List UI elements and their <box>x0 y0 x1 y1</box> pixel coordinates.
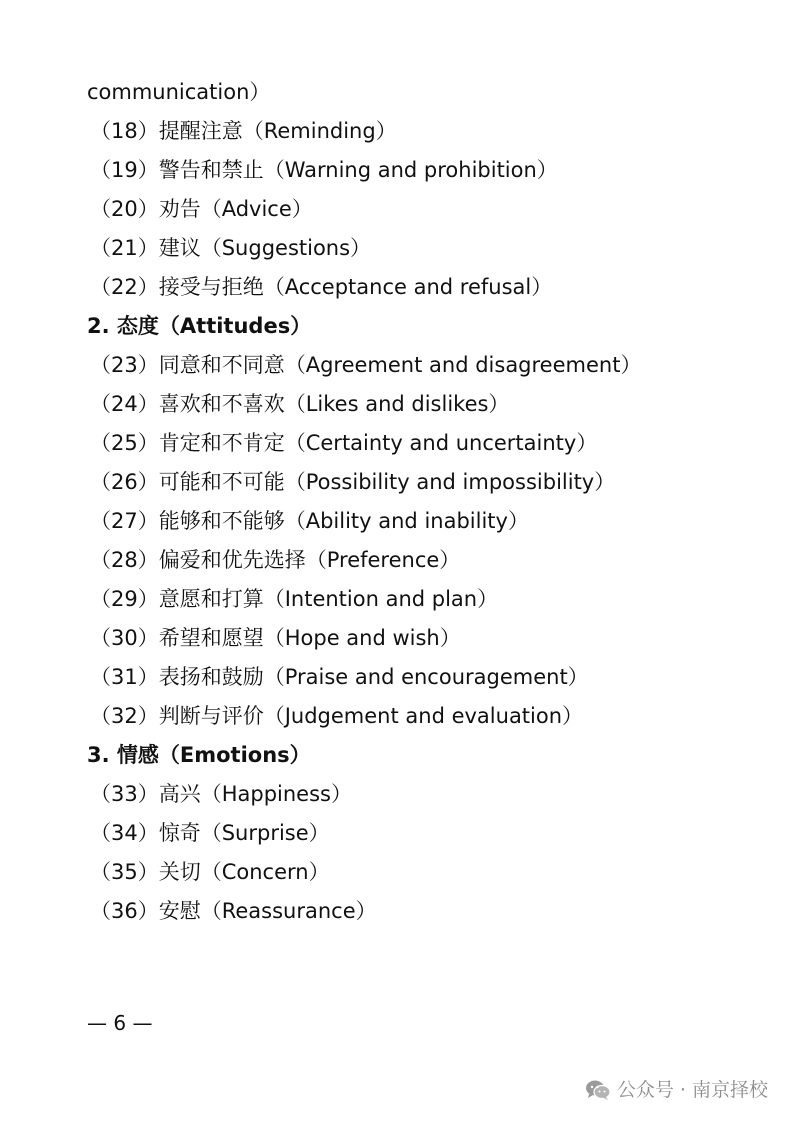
list-item-27: （27）能够和不能够（Ability and inability） <box>90 509 529 533</box>
wechat-icon <box>585 1079 611 1101</box>
list-item-19: （19）警告和禁止（Warning and prohibition） <box>90 158 558 182</box>
list-item-34: （34）惊奇（Surprise） <box>90 821 330 845</box>
list-item-23: （23）同意和不同意（Agreement and disagreement） <box>90 353 642 377</box>
list-item-35: （35）关切（Concern） <box>90 860 330 884</box>
list-item-28: （28）偏爱和优先选择（Preference） <box>90 548 461 572</box>
list-item-29: （29）意愿和打算（Intention and plan） <box>90 587 499 611</box>
list-item-26: （26）可能和不可能（Possibility and impossibility） <box>90 470 616 494</box>
list-item-33: （33）高兴（Happiness） <box>90 782 352 806</box>
list-item-30: （30）希望和愿望（Hope and wish） <box>90 626 461 650</box>
list-item-24: （24）喜欢和不喜欢（Likes and dislikes） <box>90 392 510 416</box>
page-number: — 6 — <box>87 1011 153 1035</box>
watermark-text: 公众号 · 南京择校 <box>616 1079 768 1101</box>
list-item-36: （36）安慰（Reassurance） <box>90 899 377 923</box>
list-item-32: （32）判断与评价（Judgement and evaluation） <box>90 704 584 728</box>
list-item-20: （20）劝告（Advice） <box>90 197 313 221</box>
list-item-25: （25）肯定和不肯定（Certainty and uncertainty） <box>90 431 598 455</box>
list-item-22: （22）接受与拒绝（Acceptance and refusal） <box>90 275 553 299</box>
list-item-31: （31）表扬和鼓励（Praise and encouragement） <box>90 665 589 689</box>
continuation-line: communication） <box>87 80 271 104</box>
watermark <box>585 1076 768 1104</box>
section-heading-attitudes: 2. 态度（Attitudes） <box>87 314 312 338</box>
list-item-21: （21）建议（Suggestions） <box>90 236 372 260</box>
list-item-18: （18）提醒注意（Reminding） <box>90 119 397 143</box>
section-heading-emotions: 3. 情感（Emotions） <box>87 743 311 767</box>
